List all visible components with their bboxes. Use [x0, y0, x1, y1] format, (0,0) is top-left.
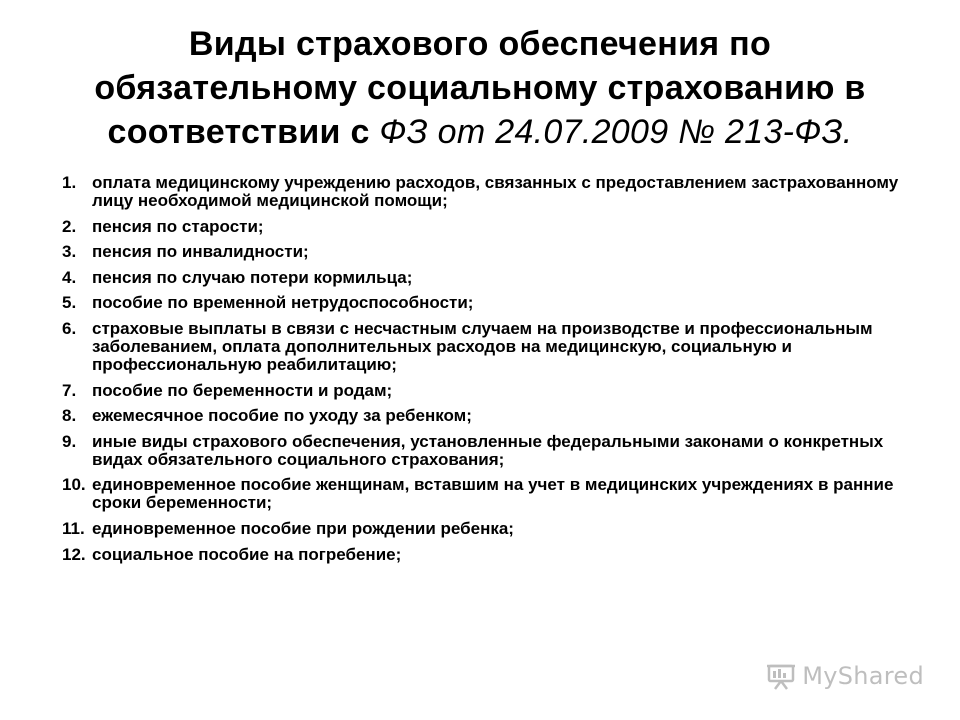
- list-item-number: 11.: [62, 518, 85, 538]
- list-item-text: пенсия по случаю потери кормильца;: [92, 267, 413, 287]
- list-item-text: пенсия по старости;: [92, 216, 264, 236]
- list-item-text: оплата медицинскому учреждению расходов, связанных с предоставлением застрахованному лицу необходимой медицинской помощи;: [92, 173, 899, 210]
- list-item-number: 2.: [62, 216, 77, 236]
- list-item: [62, 520, 902, 538]
- list-item-text: страховые выплаты в связи с несчастным случаем на производстве и профессиональным заболеванием, оплата дополнительных расходов на медицинскую, социальную и профессиональную реабилитацию;: [92, 318, 873, 374]
- list-item-number: 3.: [62, 242, 77, 262]
- list-item-number: 7.: [62, 380, 77, 400]
- list-item: [62, 243, 902, 261]
- slide-title: [40, 22, 920, 154]
- list-item-number: 4.: [62, 267, 77, 287]
- title-line-3: [40, 110, 920, 154]
- list-item-number: 6.: [62, 318, 77, 338]
- list-item-text: пособие по временной нетрудоспособности;: [92, 293, 474, 313]
- list-item-text: социальное пособие на погребение;: [92, 544, 402, 564]
- list-item: [62, 407, 902, 425]
- myshared-watermark: [766, 662, 924, 690]
- list-item-text: единовременное пособие женщинам, вставшим на учет в медицинских учреждениях в ранние сроки беременности;: [92, 475, 894, 513]
- list-item-number: 5.: [62, 293, 77, 313]
- list-item-text: пособие по беременности и родам;: [92, 380, 393, 400]
- list-item-number: 10.: [62, 475, 86, 495]
- list-item: [62, 320, 902, 374]
- list-item-number: 1.: [62, 173, 77, 192]
- title-line-1: Виды страхового обеспечения по: [188, 25, 772, 63]
- list-item: [62, 433, 902, 469]
- title-line-2: обязательному социальному страхованию в: [94, 69, 866, 107]
- list-item-text: единовременное пособие при рождении ребенка;: [92, 518, 514, 538]
- list-item: [62, 382, 902, 400]
- list-item-number: 9.: [62, 431, 77, 451]
- list-item: [62, 174, 902, 210]
- list-item-text: иные виды страхового обеспечения, установленные федеральными законами о конкретных видах обязательного социального страхования;: [92, 431, 884, 469]
- list-item-number: 12.: [62, 544, 86, 564]
- list-item-text: ежемесячное пособие по уходу за ребенком;: [92, 406, 472, 426]
- benefits-list: [62, 174, 902, 571]
- list-item-text: пенсия по инвалидности;: [92, 242, 309, 262]
- list-item: [62, 218, 902, 236]
- presentation-board-icon: [766, 662, 796, 690]
- list-item: [62, 546, 902, 564]
- list-item-number: 8.: [62, 406, 77, 426]
- list-item: [62, 269, 902, 287]
- watermark-text: MyShared: [802, 662, 924, 690]
- title-line-3-bold: соответствии с: [107, 113, 380, 151]
- title-law-reference: ФЗ от 24.07.2009 № 213-ФЗ.: [379, 113, 853, 151]
- list-item: [62, 476, 902, 512]
- list-item: [62, 294, 902, 312]
